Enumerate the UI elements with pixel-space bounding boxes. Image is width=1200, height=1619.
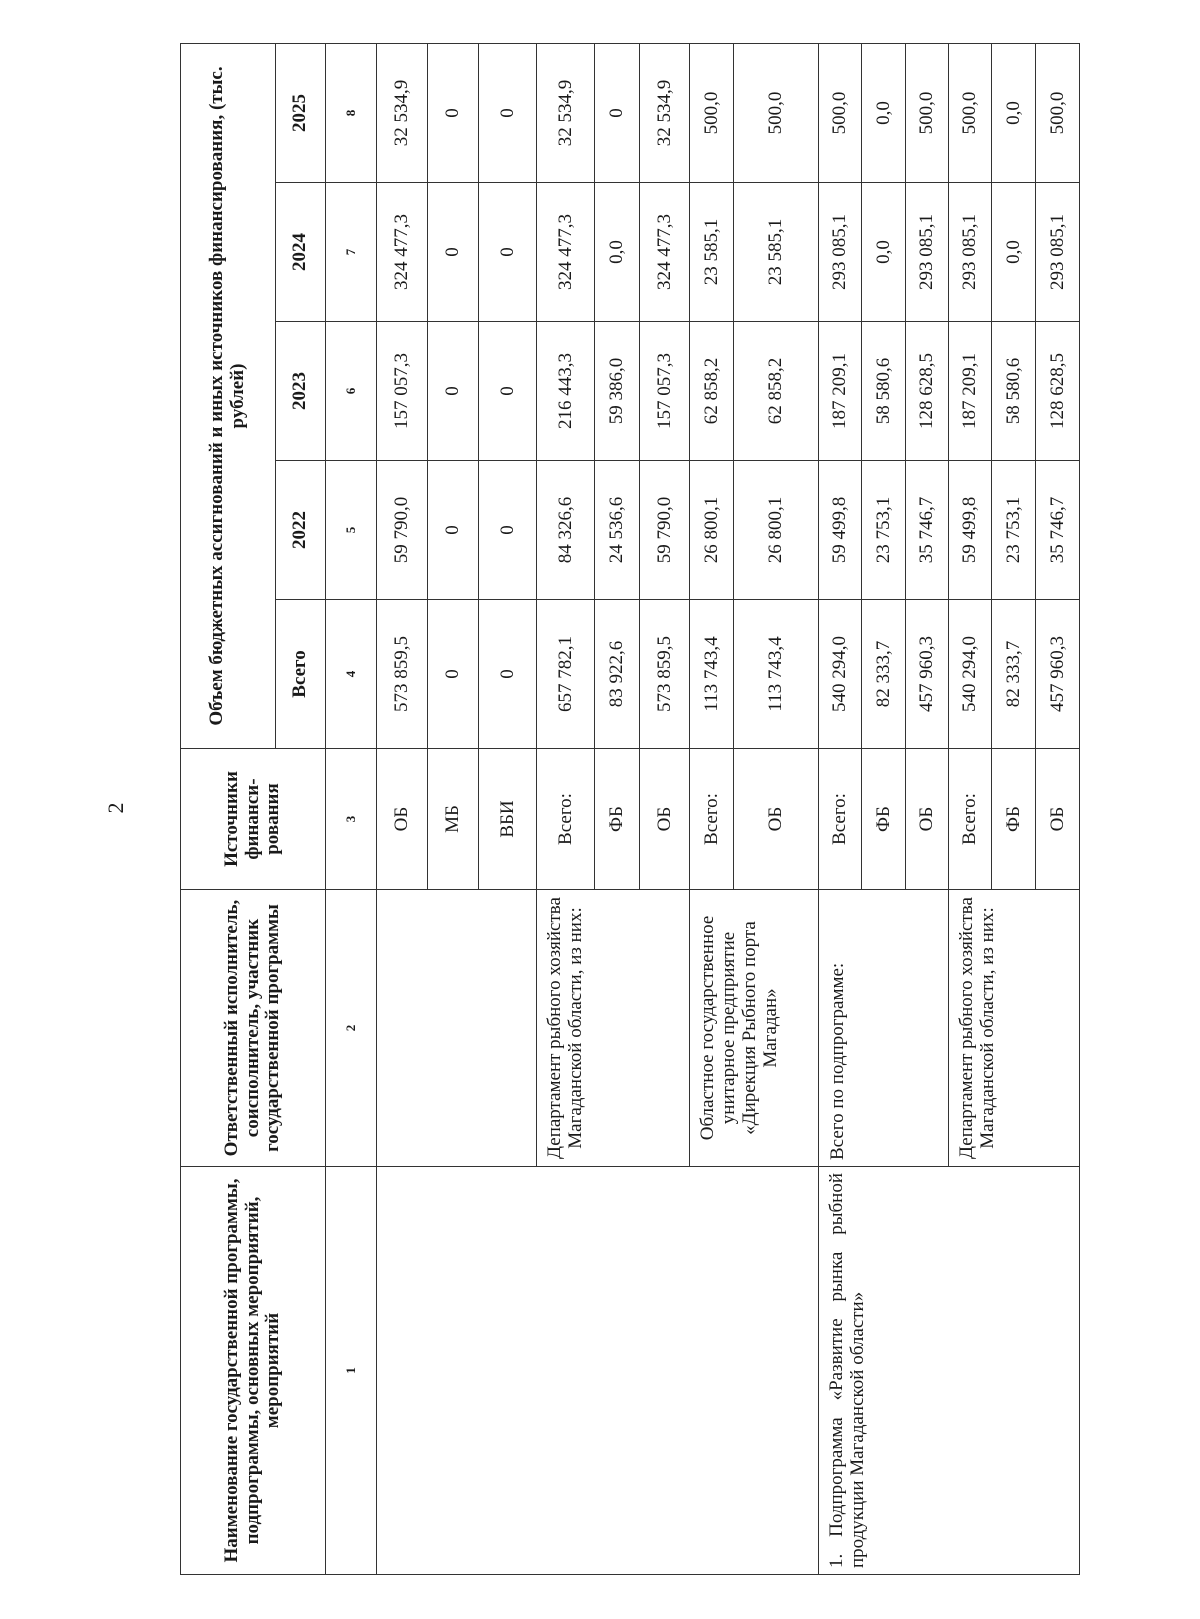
- index-cell: 3: [326, 749, 377, 890]
- source-cell: ОБ: [1036, 749, 1080, 890]
- value-cell: 216 443,3: [537, 322, 595, 461]
- value-cell: 84 326,6: [537, 461, 595, 600]
- value-cell: 0: [479, 461, 537, 600]
- value-cell: 59 790,0: [377, 461, 428, 600]
- value-cell: 59 386,0: [595, 322, 640, 461]
- value-cell: 293 085,1: [949, 183, 992, 322]
- value-cell: 0: [428, 461, 479, 600]
- value-cell: 23 753,1: [862, 461, 906, 600]
- source-cell: Всего:: [819, 749, 862, 890]
- value-cell: 0: [428, 43, 479, 182]
- value-cell: 293 085,1: [819, 183, 862, 322]
- source-cell: ОБ: [906, 749, 949, 890]
- value-cell: 540 294,0: [949, 600, 992, 749]
- source-cell: ВБИ: [479, 749, 537, 890]
- value-cell: 157 057,3: [640, 322, 690, 461]
- index-cell: 7: [326, 183, 377, 322]
- source-cell: ФБ: [595, 749, 640, 890]
- table-row: [819, 43, 862, 1574]
- value-cell: 59 790,0: [640, 461, 690, 600]
- source-cell: Всего:: [690, 749, 734, 890]
- value-cell: 500,0: [690, 43, 734, 182]
- index-cell: 5: [326, 461, 377, 600]
- funding-table: [180, 43, 1080, 1575]
- value-cell: 324 477,3: [537, 183, 595, 322]
- executor-cell: [377, 890, 537, 1167]
- value-cell: 293 085,1: [906, 183, 949, 322]
- value-cell: 0,0: [862, 183, 906, 322]
- page-number: 2: [103, 802, 128, 814]
- source-cell: ОБ: [377, 749, 428, 890]
- value-cell: 0,0: [862, 43, 906, 182]
- executor-dept2: Департамент рыбного хозяйства Магаданской области, из них:: [949, 890, 1080, 1167]
- value-cell: 157 057,3: [377, 322, 428, 461]
- index-cell: 2: [326, 890, 377, 1167]
- value-cell: 23 585,1: [690, 183, 734, 322]
- header-year-2024: 2024: [276, 183, 326, 322]
- value-cell: 500,0: [734, 43, 819, 182]
- value-cell: 457 960,3: [906, 600, 949, 749]
- value-cell: 500,0: [819, 43, 862, 182]
- value-cell: 26 800,1: [690, 461, 734, 600]
- rotated-page: [180, 44, 1078, 1575]
- value-cell: 457 960,3: [1036, 600, 1080, 749]
- program-name-cell: [377, 1167, 819, 1575]
- value-cell: 187 209,1: [819, 322, 862, 461]
- value-cell: 32 534,9: [640, 43, 690, 182]
- value-cell: 128 628,5: [1036, 322, 1080, 461]
- executor-subtotal: Всего по подпрограмме:: [819, 890, 949, 1167]
- index-row: [326, 43, 377, 1574]
- value-cell: 59 499,8: [949, 461, 992, 600]
- value-cell: 113 743,4: [734, 600, 819, 749]
- value-cell: 324 477,3: [377, 183, 428, 322]
- value-cell: 128 628,5: [906, 322, 949, 461]
- source-cell: ФБ: [862, 749, 906, 890]
- value-cell: 62 858,2: [690, 322, 734, 461]
- value-cell: 500,0: [1036, 43, 1080, 182]
- value-cell: 82 333,7: [862, 600, 906, 749]
- header-volume: Объем бюджетных ассигнований и иных источников финансирования, (тыс. рублей): [181, 43, 276, 748]
- value-cell: 32 534,9: [537, 43, 595, 182]
- executor-port: Областное государственное унитарное предприятие «Дирекция Рыбного порта Магадан»: [690, 890, 819, 1167]
- value-cell: 59 499,8: [819, 461, 862, 600]
- value-cell: 500,0: [906, 43, 949, 182]
- table-row: [377, 43, 428, 1574]
- value-cell: 62 858,2: [734, 322, 819, 461]
- subprogram-name: 1. Подпрограмма «Развитие рынка рыбной продукции Магаданской области»: [819, 1167, 1080, 1575]
- value-cell: 0: [479, 322, 537, 461]
- index-cell: 8: [326, 43, 377, 182]
- index-cell: 4: [326, 600, 377, 749]
- value-cell: 0: [428, 183, 479, 322]
- value-cell: 500,0: [949, 43, 992, 182]
- header-col1: Наименование государственной программы, подпрограммы, основных мероприятий, мероприятий: [181, 1167, 326, 1575]
- value-cell: 58 580,6: [992, 322, 1036, 461]
- value-cell: 23 585,1: [734, 183, 819, 322]
- value-cell: 0,0: [595, 183, 640, 322]
- value-cell: 324 477,3: [640, 183, 690, 322]
- value-cell: 26 800,1: [734, 461, 819, 600]
- value-cell: 24 536,6: [595, 461, 640, 600]
- value-cell: 35 746,7: [1036, 461, 1080, 600]
- value-cell: 113 743,4: [690, 600, 734, 749]
- value-cell: 187 209,1: [949, 322, 992, 461]
- header-year-2022: 2022: [276, 461, 326, 600]
- source-cell: ОБ: [734, 749, 819, 890]
- index-cell: 6: [326, 322, 377, 461]
- source-cell: Всего:: [949, 749, 992, 890]
- value-cell: 540 294,0: [819, 600, 862, 749]
- header-year-2025: 2025: [276, 43, 326, 182]
- header-col3: Источники финанси-рования: [181, 749, 326, 890]
- value-cell: 23 753,1: [992, 461, 1036, 600]
- value-cell: 35 746,7: [906, 461, 949, 600]
- value-cell: 0: [479, 183, 537, 322]
- value-cell: 0,0: [992, 43, 1036, 182]
- value-cell: 32 534,9: [377, 43, 428, 182]
- header-year-2023: 2023: [276, 322, 326, 461]
- value-cell: 0: [428, 600, 479, 749]
- value-cell: 573 859,5: [377, 600, 428, 749]
- index-cell: 1: [326, 1167, 377, 1575]
- value-cell: 293 085,1: [1036, 183, 1080, 322]
- source-cell: ОБ: [640, 749, 690, 890]
- value-cell: 657 782,1: [537, 600, 595, 749]
- value-cell: 0: [595, 43, 640, 182]
- value-cell: 573 859,5: [640, 600, 690, 749]
- source-cell: МБ: [428, 749, 479, 890]
- value-cell: 83 922,6: [595, 600, 640, 749]
- header-col2: Ответственный исполнитель, соисполнитель, участник государственной программы: [181, 890, 326, 1167]
- value-cell: 58 580,6: [862, 322, 906, 461]
- value-cell: 0: [479, 600, 537, 749]
- value-cell: 0: [479, 43, 537, 182]
- header-year-total: Всего: [276, 600, 326, 749]
- source-cell: ФБ: [992, 749, 1036, 890]
- value-cell: 0: [428, 322, 479, 461]
- executor-dept: Департамент рыбного хозяйства Магаданской области, из них:: [537, 890, 690, 1167]
- value-cell: 82 333,7: [992, 600, 1036, 749]
- source-cell: Всего:: [537, 749, 595, 890]
- value-cell: 0,0: [992, 183, 1036, 322]
